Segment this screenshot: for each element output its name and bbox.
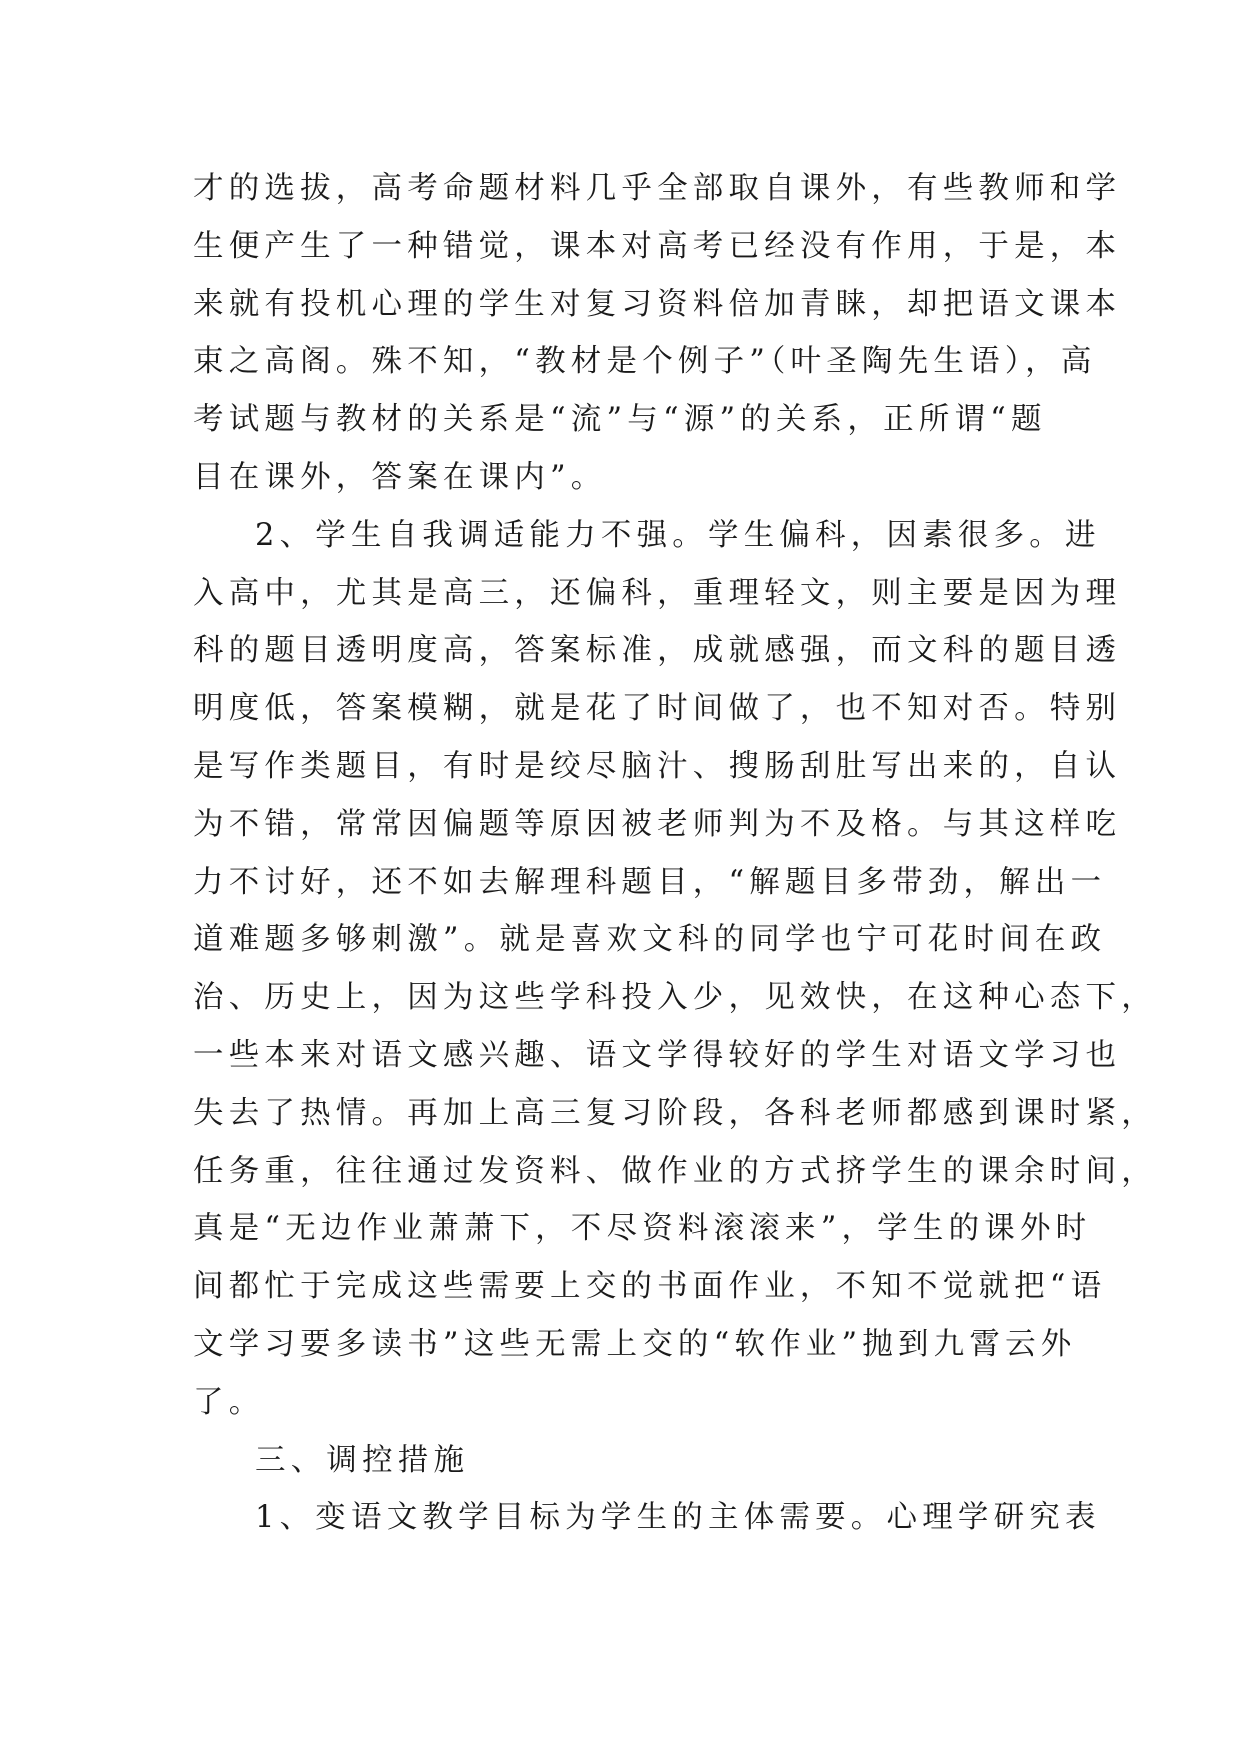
text-line: 为不错，常常因偏题等原因被老师判为不及格。与其这样吃 [193, 806, 1122, 842]
text-line: 考试题与教材的关系是“流”与“源”的关系，正所谓“题 [193, 402, 1047, 438]
text-line: 入高中，尤其是高三，还偏科，重理轻文，则主要是因为理 [193, 575, 1122, 611]
text-line: 2、学生自我调适能力不强。学生偏科，因素很多。进 [255, 517, 1101, 553]
text-line: 力不讨好，还不如去解理科题目，“解题目多带劲，解出一 [193, 864, 1107, 900]
text-line: 目在课外，答案在课内”。 [193, 459, 607, 495]
text-line: 是写作类题目，有时是绞尽脑汁、搜肠刮肚写出来的，自认 [193, 748, 1122, 784]
text-line: 了。 [193, 1384, 265, 1420]
text-line: 失去了热情。再加上高三复习阶段，各科老师都感到课时紧， [193, 1095, 1157, 1131]
text-line: 任务重，往往通过发资料、做作业的方式挤学生的课余时间， [193, 1153, 1157, 1189]
text-line: 才的选拔，高考命题材料几乎全部取自课外，有些教师和学 [193, 171, 1122, 206]
text-line: 文学习要多读书”这些无需上交的“软作业”抛到九霄云外 [193, 1326, 1077, 1362]
text-line: 三、调控措施 [255, 1442, 470, 1478]
text-line: 科的题目透明度高，答案标准，成就感强，而文科的题目透 [193, 633, 1122, 669]
text-line: 生便产生了一种错觉，课本对高考已经没有作用，于是，本 [193, 228, 1122, 264]
text-line: 束之高阁。殊不知，“教材是个例子”（叶圣陶先生语），高 [193, 344, 1097, 380]
text-line: 明度低，答案模糊，就是花了时间做了，也不知对否。特别 [193, 691, 1122, 727]
text-line: 治、历史上，因为这些学科投入少，见效快，在这种心态下， [193, 980, 1157, 1016]
body-text [193, 160, 1157, 1547]
text-line: 来就有投机心理的学生对复习资料倍加青睐，却把语文课本 [193, 286, 1122, 322]
text-line: 道难题多够刺激”。就是喜欢文科的同学也宁可花时间在政 [193, 922, 1107, 958]
text-line: 一些本来对语文感兴趣、语文学得较好的学生对语文学习也 [193, 1037, 1122, 1073]
text-line: 1、变语文教学目标为学生的主体需要。心理学研究表 [255, 1500, 1101, 1536]
text-line: 真是“无边作业萧萧下，不尽资料滚滚来”，学生的课外时 [193, 1211, 1092, 1247]
text-line: 间都忙于完成这些需要上交的书面作业，不知不觉就把“语 [193, 1269, 1107, 1305]
